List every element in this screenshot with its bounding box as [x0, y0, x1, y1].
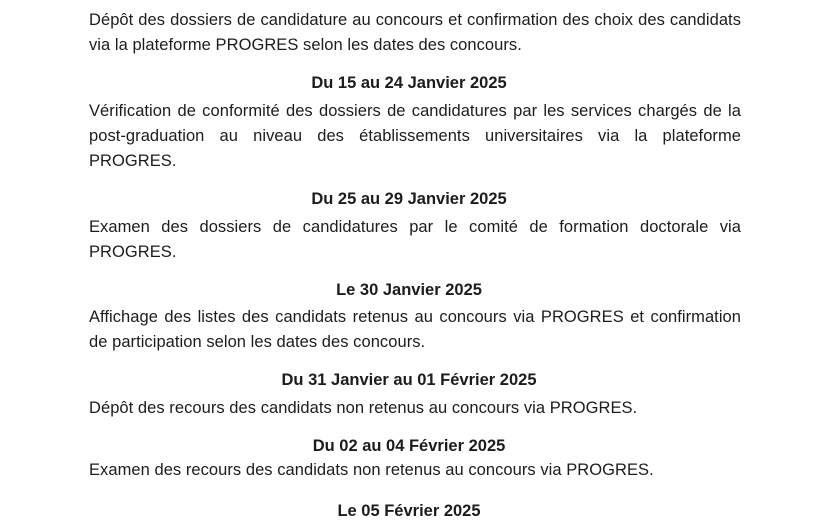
entry-5-description: Dépôt des recours des candidats non retenus au concours via PROGRES. — [89, 399, 638, 417]
entry-2-date-heading: Du 15 au 24 Janvier 2025 — [311, 74, 507, 92]
entry-2-description: Vérification de conformité des dossiers de candidatures par les services chargés de la post-graduation au niveau des établissements universitaires via la plateforme PROGRES. — [89, 102, 741, 170]
entry-3-description: Examen des dossiers de candidatures par le comité de formation doctorale via PROGRES. — [89, 218, 741, 261]
entry-7-date-heading: Le 05 Février 2025 — [337, 502, 481, 520]
entry-6-description: Examen des recours des candidats non retenus au concours via PROGRES. — [89, 461, 654, 479]
entry-1-description: Dépôt des dossiers de candidature au concours et confirmation des choix des candidats via la plateforme PROGRES selon les dates des concours. — [89, 11, 741, 54]
entry-4-date-heading: Le 30 Janvier 2025 — [336, 281, 482, 299]
entry-3-date-heading: Du 25 au 29 Janvier 2025 — [311, 190, 507, 208]
entry-5-date-heading: Du 31 Janvier au 01 Février 2025 — [281, 371, 537, 389]
entry-4-description: Affichage des listes des candidats retenus au concours via PROGRES et confirmation de participation selon les dates des concours. — [89, 308, 741, 351]
entry-6-date-heading: Du 02 au 04 Février 2025 — [312, 437, 506, 455]
